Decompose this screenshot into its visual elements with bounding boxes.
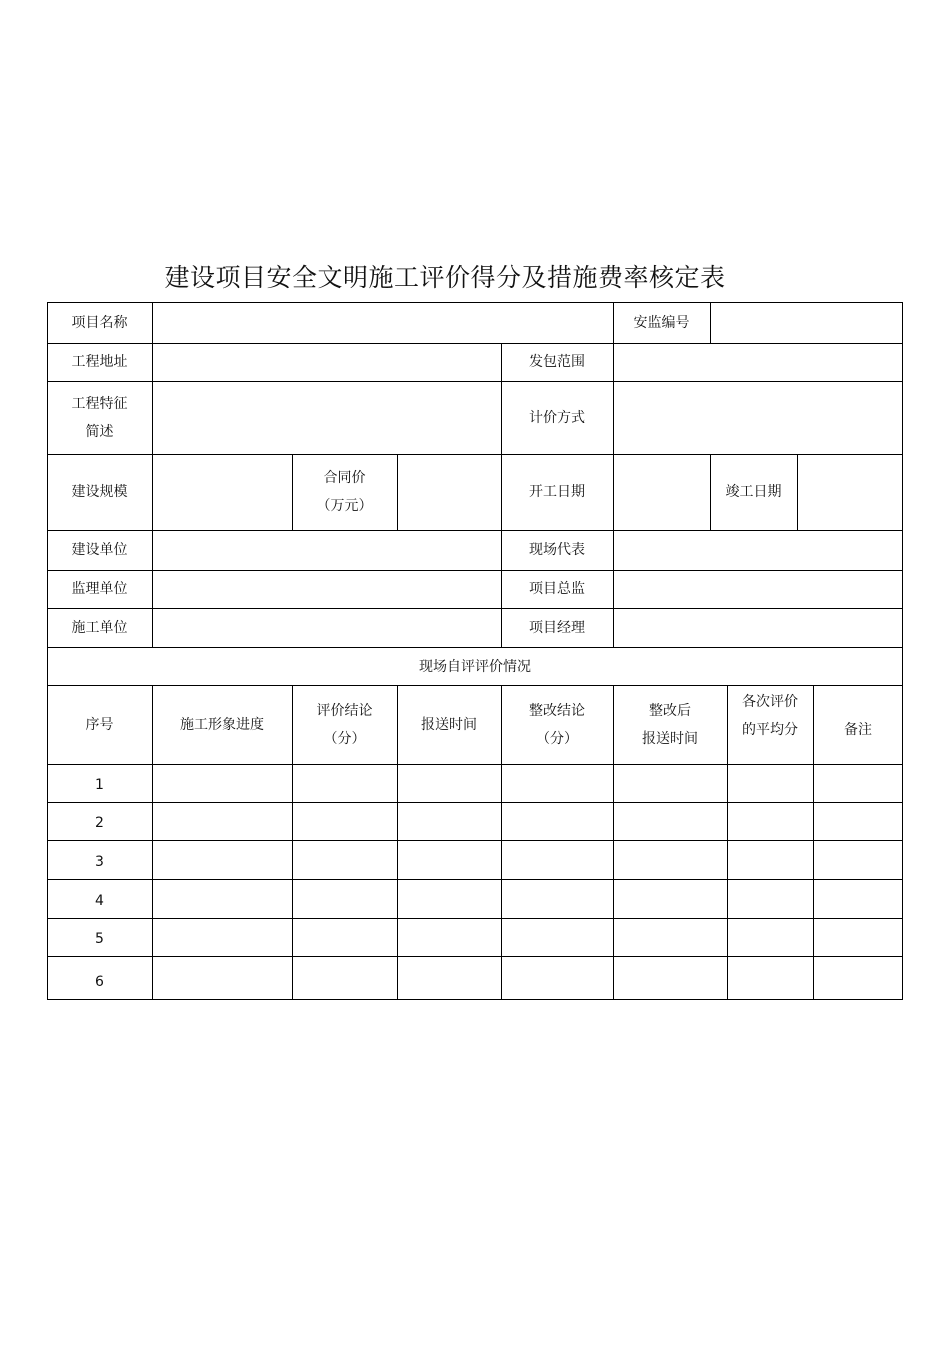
grid-line (47, 918, 903, 919)
site-address-field[interactable] (152, 343, 501, 381)
page-title: 建设项目安全文明施工评价得分及措施费率核定表 (164, 263, 726, 292)
project-name-field[interactable] (152, 303, 613, 343)
col-header-average-line2: 的平均分 (742, 722, 798, 738)
supervision-no-field[interactable] (710, 303, 903, 343)
grid-line (47, 764, 903, 765)
site-rep-field[interactable] (613, 530, 903, 570)
col-header-after-rectify-line2: 报送时间 (642, 731, 698, 747)
label-completion-date: 竣工日期 (725, 484, 782, 500)
row-seq-4: 4 (95, 892, 104, 909)
row-seq-3: 3 (95, 853, 104, 870)
pricing-method-field[interactable] (613, 381, 903, 454)
label-contract-price-line1: 合同价 (323, 470, 366, 486)
grid-line (710, 454, 711, 530)
label-supervision-no: 安监编号 (633, 315, 690, 331)
col-header-conclusion-line2: （分） (323, 731, 366, 747)
label-chief-supervisor: 项目总监 (529, 581, 585, 597)
contract-scope-field[interactable] (613, 343, 903, 381)
label-construction-unit: 建设单位 (71, 542, 128, 558)
row-seq-6: 6 (95, 973, 104, 990)
label-site-address: 工程地址 (71, 354, 128, 370)
label-project-name: 项目名称 (71, 315, 128, 331)
label-scale: 建设规模 (71, 484, 128, 500)
label-start-date: 开工日期 (529, 484, 585, 500)
grid-line (47, 381, 903, 382)
grid-line (47, 647, 903, 648)
project-manager-field[interactable] (613, 608, 903, 648)
grid-line (292, 454, 293, 530)
grid-line (47, 454, 903, 455)
col-header-rectify-line2: （分） (536, 731, 578, 747)
chief-supervisor-field[interactable] (613, 570, 903, 608)
grid-line (501, 343, 502, 648)
col-header-average (727, 686, 813, 764)
grid-line (727, 685, 728, 1000)
col-header-remarks: 备注 (844, 722, 872, 738)
label-contract-price (292, 454, 397, 530)
col-header-after-rectify (613, 686, 727, 764)
grid-line (152, 685, 153, 1000)
row-seq-1: 1 (95, 777, 104, 793)
label-features (47, 381, 152, 454)
grid-line (47, 343, 903, 344)
completion-date-field[interactable] (797, 454, 903, 530)
label-site-rep: 现场代表 (529, 542, 585, 558)
col-header-seq: 序号 (85, 717, 114, 733)
label-pricing-method: 计价方式 (529, 409, 585, 426)
start-date-field[interactable] (613, 454, 710, 530)
supervision-unit-field[interactable] (152, 570, 501, 608)
col-header-after-rectify-line1: 整改后 (649, 703, 691, 719)
scale-field[interactable] (152, 454, 292, 530)
label-contractor-unit: 施工单位 (71, 620, 128, 636)
grid-line (47, 570, 903, 571)
grid-line (902, 302, 903, 1000)
grid-line (47, 608, 903, 609)
label-contract-scope: 发包范围 (529, 354, 585, 370)
construction-unit-field[interactable] (152, 530, 501, 570)
grid-line (47, 956, 903, 957)
label-project-manager: 项目经理 (529, 620, 585, 636)
contractor-unit-field[interactable] (152, 608, 501, 648)
grid-line (710, 302, 711, 343)
grid-line (47, 302, 903, 303)
grid-line (613, 685, 614, 1000)
label-supervision-unit: 监理单位 (71, 581, 128, 597)
col-header-average-line1: 各次评价 (742, 694, 798, 710)
grid-line (47, 999, 903, 1000)
col-header-rectify (501, 686, 613, 764)
grid-line (292, 685, 293, 1000)
col-header-conclusion (292, 686, 397, 764)
grid-line (47, 879, 903, 880)
label-features-line1: 工程特征 (71, 395, 128, 412)
grid-line (501, 685, 502, 1000)
grid-line (397, 454, 398, 530)
section-header: 现场自评评价情况 (419, 659, 531, 675)
col-header-conclusion-line1: 评价结论 (316, 703, 373, 719)
grid-line (47, 840, 903, 841)
col-header-rectify-line1: 整改结论 (529, 703, 585, 719)
col-header-progress: 施工形象进度 (180, 717, 264, 733)
grid-line (152, 302, 153, 648)
row-seq-5: 5 (95, 931, 104, 947)
label-contract-price-line2: （万元） (316, 498, 373, 514)
grid-line (797, 454, 798, 530)
features-field[interactable] (152, 381, 501, 454)
grid-line (613, 302, 614, 648)
grid-line (397, 685, 398, 1000)
grid-line (47, 530, 903, 531)
col-header-report-time: 报送时间 (421, 717, 477, 733)
contract-price-field[interactable] (397, 454, 501, 530)
grid-line (47, 302, 48, 1000)
grid-line (47, 802, 903, 803)
row-seq-2: 2 (95, 815, 104, 831)
label-features-line2: 简述 (85, 423, 114, 440)
grid-line (813, 685, 814, 1000)
grid-line (47, 685, 903, 686)
